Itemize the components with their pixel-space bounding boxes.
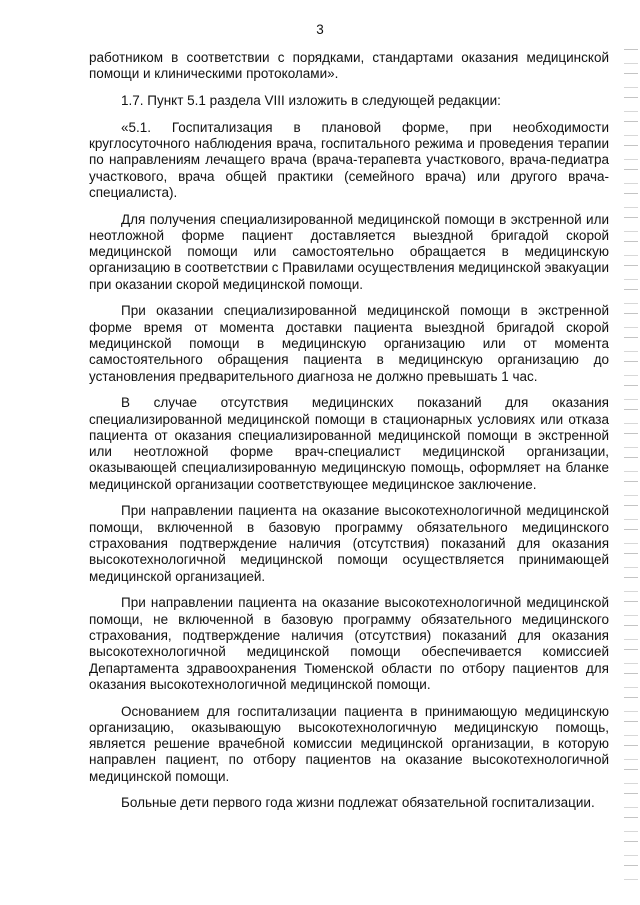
paragraph: При направлении пациента на оказание высокотехнологичной медицинской помощи, включенной в базовую программу обязательного медицинского страхования подтверждение наличия (отсутствия) показаний для оказания высокотехнологичной медицинской помощи осуществляется принимающей медицинской организацией. [89, 503, 609, 584]
scan-edge-artifact [624, 40, 638, 880]
paragraph: «5.1. Госпитализация в плановой форме, при необходимости круглосуточного наблюдения врача, госпитального режима и проведения терапии по направлениям лечащего врача (врача-терапевта участкового, врача-педиатра участкового, врача общей практики (семейного врача) или другого врача-специалиста). [89, 119, 609, 200]
page-number: 3 [316, 22, 324, 37]
paragraph: Основанием для госпитализации пациента в принимающую медицинскую организацию, оказывающую высокотехнологичную медицинскую помощь, является решение врачебной комиссии медицинской организации, в которую направлен пациент, по отбору пациентов на оказание высокотехнологичной медицинской помощи. [89, 703, 609, 784]
document-body [89, 50, 609, 822]
paragraph: При направлении пациента на оказание высокотехнологичной медицинской помощи, не включенной в базовую программу обязательного медицинского страхования, подтверждение наличия (отсутствия) показаний для оказания высокотехнологичной медицинской помощи обеспечивается комиссией Департамента здравоохранения Тюменской области по отбору пациентов для оказания высокотехнологичной медицинской помощи. [89, 595, 609, 692]
paragraph: Для получения специализированной медицинской помощи в экстренной или неотложной форме пациент доставляется выездной бригадой скорой медицинской помощи или самостоятельно обращается в медицинскую организацию в соответствии с Правилами осуществления медицинской эвакуации при оказании скорой медицинской помощи. [89, 211, 610, 292]
paragraph: Больные дети первого года жизни подлежат обязательной госпитализации. [121, 795, 595, 811]
paragraph: 1.7. Пункт 5.1 раздела VIII изложить в следующей редакции: [121, 92, 501, 108]
paragraph: В случае отсутствия медицинских показаний для оказания специализированной медицинской помощи в стационарных условиях или отказа пациента от оказания специализированной медицинской помощи в экстренной или неотложной форме врач-специалист медицинской организации, оказывающей специализированную медицинскую помощь, оформляет на бланке медицинской организации соответствующее медицинское заключение. [89, 395, 609, 492]
paragraph: При оказании специализированной медицинской помощи в экстренной форме время от момента доставки пациента выездной бригадой скорой медицинской помощи в медицинскую организацию или от момента самостоятельного обращения пациента в медицинскую организацию до установления предварительного диагноза не должно превышать 1 час. [89, 303, 609, 384]
paragraph: работником в соответствии с порядками, стандартами оказания медицинской помощи и клиническими протоколами». [89, 50, 609, 82]
